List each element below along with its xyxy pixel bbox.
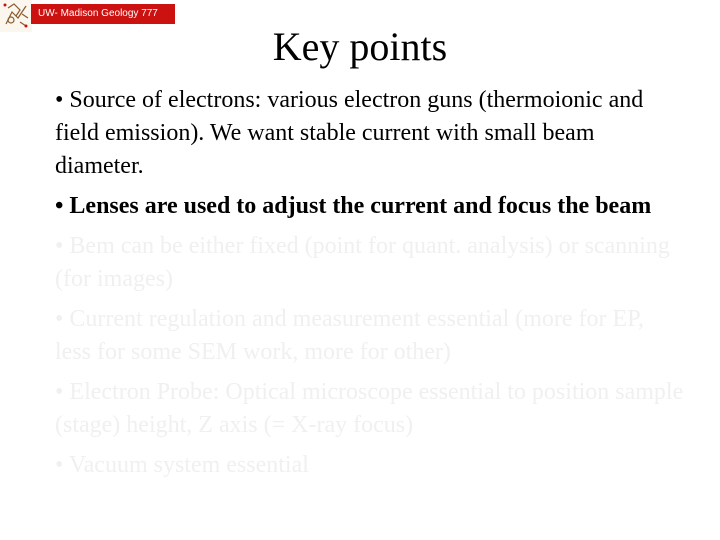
bullet-beam-mode: • Bem can be either fixed (point for quant. analysis) or scanning (for images) bbox=[55, 233, 670, 292]
bullet-lenses: • Lenses are used to adjust the current and focus the beam bbox=[55, 193, 652, 219]
bullet-vacuum-system: • Vacuum system essential bbox=[55, 452, 309, 478]
slide-title-text: Key points bbox=[272, 24, 448, 69]
bullet-optical-microscope: • Electron Probe: Optical microscope essential to position sample (stage) height, Z axis (= X-ray focus) bbox=[55, 379, 684, 438]
bullet-list bbox=[55, 84, 685, 489]
bullet-current-regulation: • Current regulation and measurement essential (more for EP, less for some SEM work, more for other) bbox=[55, 306, 644, 365]
bullet-electron-source: • Source of electrons: various electron guns (thermoionic and field emission). We want stable current with small beam diameter. bbox=[55, 87, 644, 179]
course-banner: UW- Madison Geology 777 bbox=[31, 4, 175, 24]
slide-title bbox=[0, 22, 720, 72]
